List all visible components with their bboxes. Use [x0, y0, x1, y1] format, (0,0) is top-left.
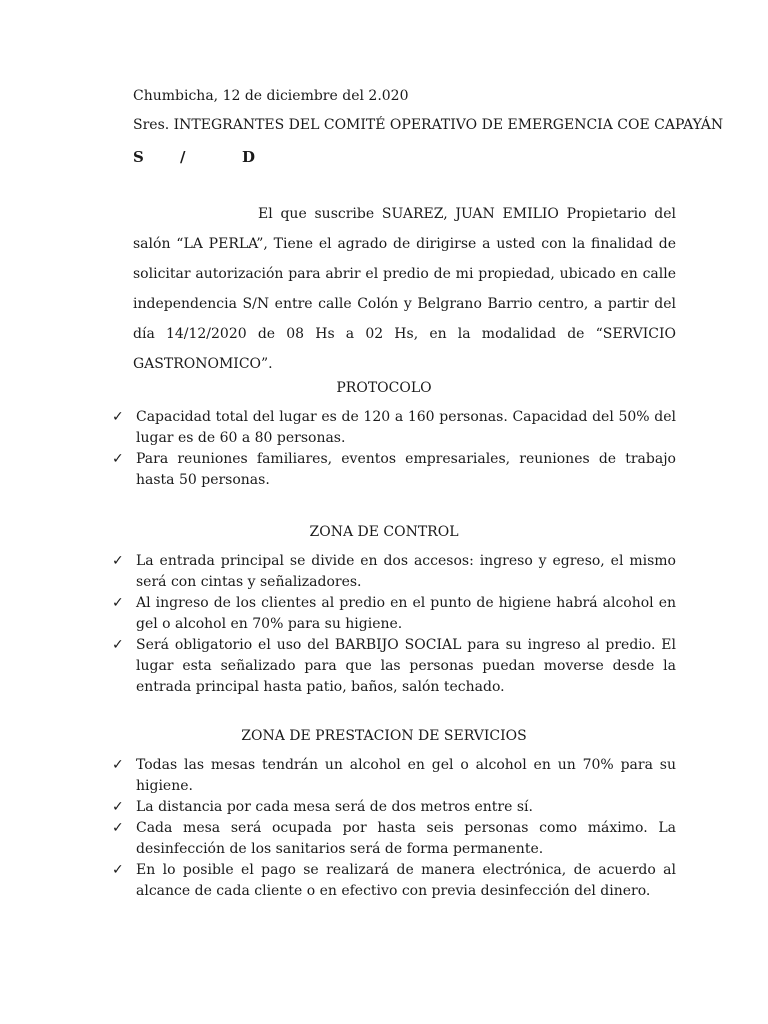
list-item: [0, 407, 676, 449]
list-item: [0, 593, 676, 635]
protocolo-list: [0, 407, 768, 491]
zona-control-list: [0, 551, 768, 698]
section-heading-protocolo: PROTOCOLO: [336, 380, 432, 396]
checkmark-icon: ✓: [112, 595, 124, 611]
list-item-text: Para reuniones familiares, eventos empresariales, reuniones de trabajo hasta 50 personas.: [136, 451, 676, 488]
section-heading-prestacion-servicios: ZONA DE PRESTACION DE SERVICIOS: [241, 728, 527, 744]
checkmark-icon: ✓: [112, 820, 124, 836]
date-line: Chumbicha, 12 de diciembre del 2.020: [133, 88, 409, 104]
list-item-text: La distancia por cada mesa será de dos metros entre sí.: [136, 799, 533, 815]
list-item-text: La entrada principal se divide en dos accesos: ingreso y egreso, el mismo será con cintas y señalizadores.: [136, 553, 676, 590]
section-heading-zona-control: ZONA DE CONTROL: [309, 524, 459, 540]
list-item-text: En lo posible el pago se realizará de manera electrónica, de acuerdo al alcance de cada cliente o en efectivo con previa desinfección del dinero.: [136, 862, 676, 899]
salutation-d: D: [242, 148, 256, 166]
checkmark-icon: ✓: [112, 409, 124, 425]
list-item: [0, 551, 676, 593]
list-item: [0, 797, 676, 818]
list-item: [0, 818, 676, 860]
list-item-text: Al ingreso de los clientes al predio en el punto de higiene habrá alcohol en gel o alcohol en 70% para su higiene.: [136, 595, 676, 632]
list-item-text: Todas las mesas tendrán un alcohol en gel o alcohol en un 70% para su higiene.: [136, 757, 676, 794]
letter-body-text: El que suscribe SUAREZ, JUAN EMILIO Propietario del salón “LA PERLA”, Tiene el agrado de dirigirse a usted con la finalidad de solicitar autorización para abrir el predio de mi propiedad, ubicado en calle independencia S/N entre calle Colón y Belgrano Barrio centro, a partir del día 14/12/2020 de 08 Hs a 02 Hs, en la modalidad de “SERVICIO GASTRONOMICO”.: [133, 206, 676, 372]
salutation-s: S: [133, 148, 144, 166]
checkmark-icon: ✓: [112, 553, 124, 569]
list-item: [0, 860, 676, 902]
list-item: [0, 449, 676, 491]
checkmark-icon: ✓: [112, 451, 124, 467]
checkmark-icon: ✓: [112, 637, 124, 653]
letter-body: [133, 199, 676, 379]
checkmark-icon: ✓: [112, 862, 124, 878]
list-item: [0, 635, 676, 698]
salutation-slash: /: [180, 148, 186, 166]
list-item-text: Cada mesa será ocupada por hasta seis personas como máximo. La desinfección de los sanitarios será de forma permanente.: [136, 820, 676, 857]
list-item: [0, 755, 676, 797]
list-item-text: Capacidad total del lugar es de 120 a 160 personas. Capacidad del 50% del lugar es de 60 a 80 personas.: [136, 409, 676, 446]
list-item-text: Será obligatorio el uso del BARBIJO SOCIAL para su ingreso al predio. El lugar esta señalizado para que las personas puedan moverse desde la entrada principal hasta patio, baños, salón techado.: [136, 637, 676, 695]
addressee-line: Sres. INTEGRANTES DEL COMITÉ OPERATIVO DE EMERGENCIA COE CAPAYÁN: [133, 117, 724, 133]
prestacion-servicios-list: [0, 755, 768, 902]
checkmark-icon: ✓: [112, 757, 124, 773]
checkmark-icon: ✓: [112, 799, 124, 815]
